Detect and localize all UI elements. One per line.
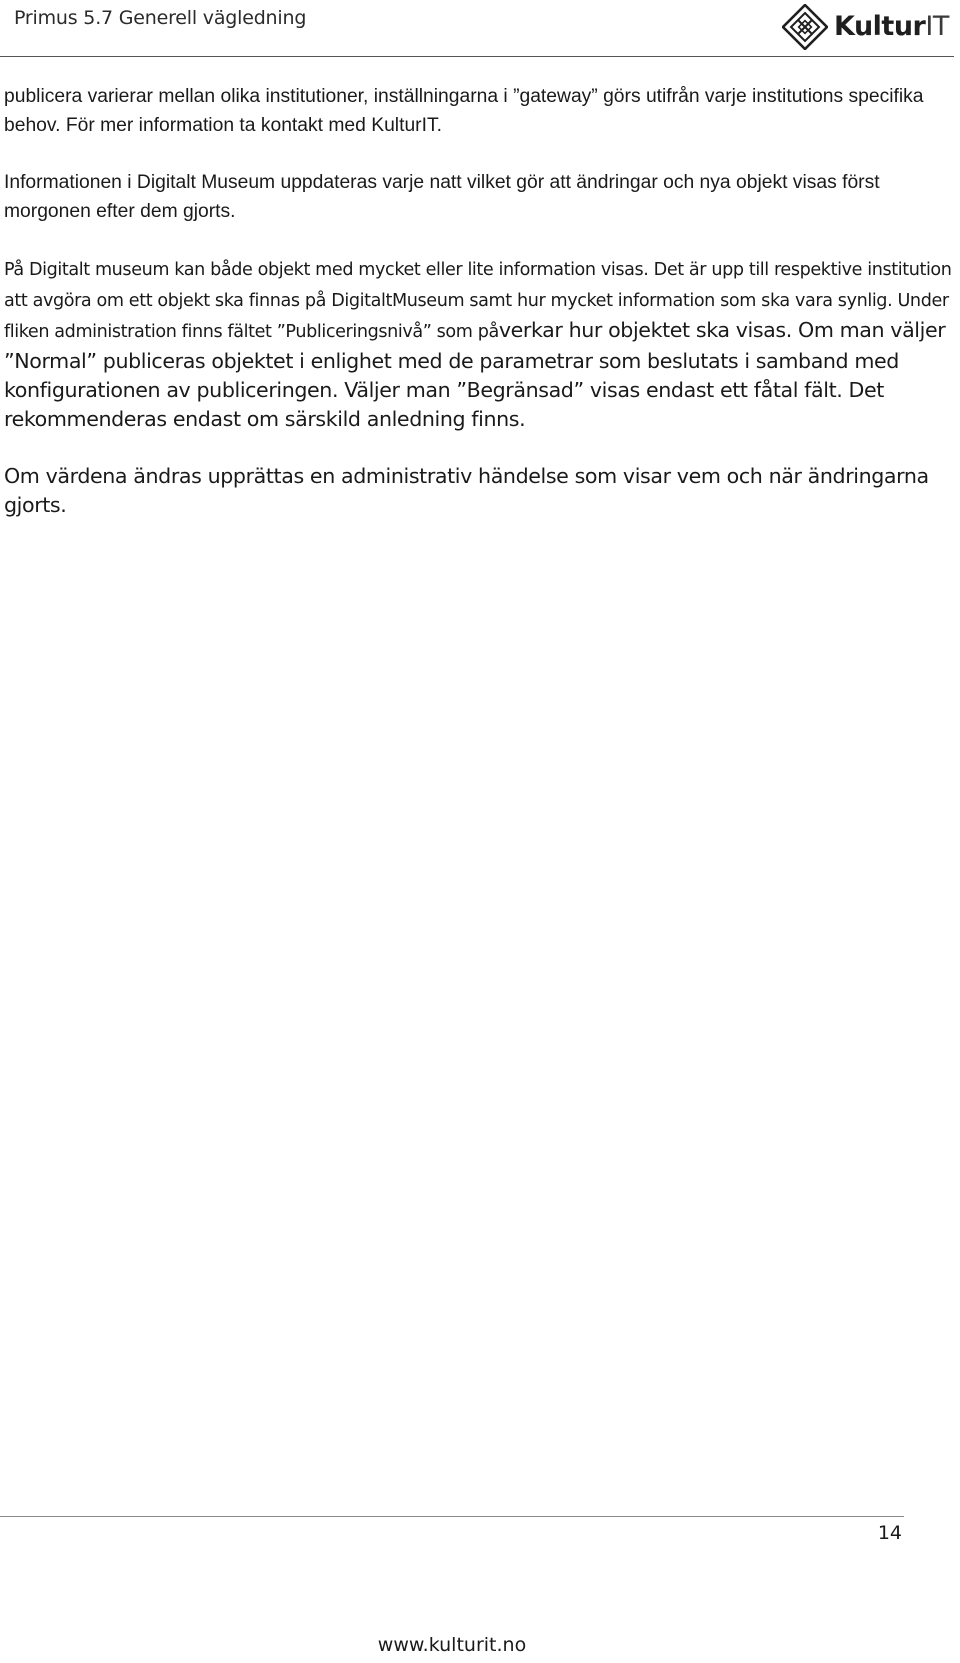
paragraph-publishing-level-part-1: På Digitalt museum kan både objekt med mycket eller lite information visas. Det är upp till respektive institution att avgöra om ett objekt ska finnas på DigitaltMuseum samt hur mycket information som ska vara synlig. Under fliken administration finns fältet ”Publiceringsnivå” som på [4, 260, 952, 342]
paragraph-admin-event: Om värdena ändras upprättas en administrativ händelse som visar vem och när ändringarna gjorts. [4, 464, 929, 517]
paragraph-nightly-update: Informationen i Digitalt Museum uppdateras varje natt vilket gör att ändringar och nya objekt visas först morgonen efter dem gjorts. [4, 172, 880, 222]
kulturit-diamond-logo-icon [782, 4, 828, 50]
page-header [0, 0, 960, 60]
paragraph-spacer [4, 434, 954, 462]
document-body [4, 82, 954, 520]
document-title: Primus 5.7 Generell vägledning [14, 7, 307, 29]
paragraph-spacer [4, 140, 954, 168]
paragraph-publishing-level [4, 254, 954, 434]
logo-wordmark [834, 11, 949, 43]
paragraph-publishing-level-part-2: verkar hur objektet ska visas. Om man väljer ”Normal” publiceras objektet i enlighet med de parametrar som beslutats i samband med konfigurationen av publiceringen. Väljer man ”Begränsad” visas endast ett fåtal fält. Det rekommenderas endast om särskild anledning finns. [4, 318, 946, 431]
header-divider [0, 56, 954, 57]
kulturit-logo [782, 4, 952, 50]
footer-divider [0, 1516, 904, 1517]
logo-suffix: IT [925, 11, 949, 42]
footer-url: www.kulturit.no [377, 1634, 527, 1656]
paragraph-publishing-config: publicera varierar mellan olika institutioner, inställningarna i ”gateway” görs utifrån varje institutions specifika behov. För mer information ta kontakt med KulturIT. [4, 86, 924, 136]
page-number: 14 [877, 1522, 902, 1544]
paragraph-spacer [4, 226, 954, 254]
logo-name: Kultur [834, 11, 926, 42]
